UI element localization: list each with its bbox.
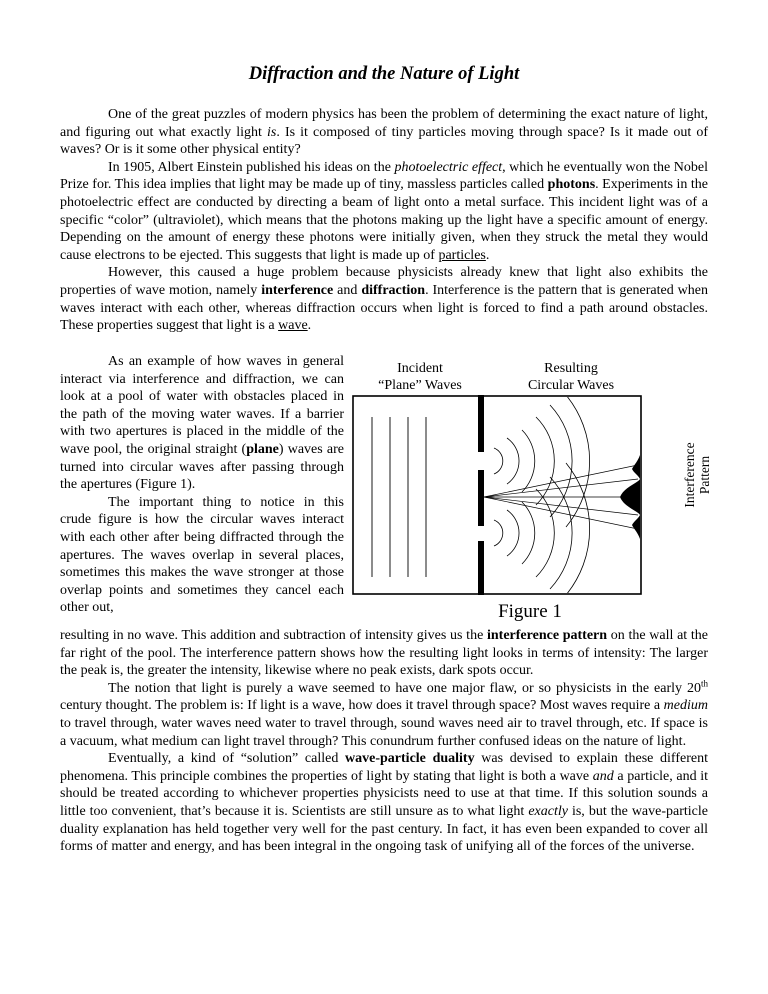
text-run: is, but the wave-particle duality explanation has held together very well for the past century. In fact, it has even been expanded to cover all forms of matter and energy, and has been integral in the ongoing task of unifying all of the forces of the universe. [60,803,708,855]
text-run: . [485,247,490,263]
circular-wave-arc [507,438,519,484]
text-run: th [700,678,708,689]
circular-wave-arc [494,448,503,474]
text-run: However, this caused a huge problem because physicists already knew that light also exhibits the properties of wave motion, namely [60,265,708,298]
text-run: and [333,282,362,298]
figure-label-incident-line1: Incident [397,361,443,376]
pool-outline [353,396,641,594]
circular-wave-arc [507,510,519,556]
text-run: and [592,768,614,784]
text-run: The important thing to notice in this crude figure is how the circular waves interact with each other after being diffracted through the apertures. The waves overlap in several places, sometimes this makes the wave stronger at those overlap points and sometimes they cancel each other out, [60,494,344,616]
interference-pattern [620,455,640,539]
barrier-segment-bottom [478,541,484,595]
paragraph [60,680,708,750]
figure-label-pattern [682,430,722,520]
text-run: diffraction [361,282,426,298]
interference-rays [484,465,638,529]
text-run: interference [261,282,334,298]
figure-caption: Figure 1 [498,601,562,622]
ray-line [484,479,638,497]
circular-wave-arc [550,477,572,589]
paragraph [60,750,708,856]
plane-waves [372,417,426,577]
ray-line [484,497,638,515]
text-run: medium [663,698,708,714]
text-run: As an example of how waves in general interact via interference and diffraction, we can look at a pool of water with obstacles placed in the path of the moving water waves. If a barrier with two apertures is placed in the middle of the wave pool, the original straight ( [60,354,344,457]
text-run: resulting in no wave. This addition and subtraction of intensity gives us the [60,628,487,643]
document-title: Diffraction and the Nature of Light [248,64,520,84]
figure-label-resulting [506,360,636,394]
wrapped-paragraphs [60,353,344,617]
text-run: . Is it composed of tiny particles moving through space? Is it made out of waves? Or is it some other physical entity? [60,124,708,158]
text-run: photons [547,177,596,193]
figure-label-resulting-line1: Resulting [544,361,598,376]
barrier [478,395,484,595]
text-run: century thought. The problem is: If light is a wave, how does it travel through space? Most waves require a [60,698,664,714]
text-run: Eventually, a kind of “solution” called [108,751,346,767]
figure-label-resulting-line2: Circular Waves [527,378,615,393]
paragraph [60,159,708,265]
text-run: a particle, and it should be treated according to whichever properties physicists need to use at that time. If this solution sounds a little too convenient, that’s because it is. Scientists are still unsure as to what light [60,768,708,819]
text-run: , which he eventually won the Nobel Prize for. This idea implies that light may be made up of tiny, massless particles called [60,159,708,193]
figure-label-incident [360,360,480,394]
paragraph [60,627,708,680]
text-run: interference pattern [487,628,608,643]
text-run: ) waves are turned into circular waves after passing through the apertures (Figure 1). [60,441,344,493]
text-run: exactly [528,803,568,819]
text-run: photoelectric effect [394,159,503,175]
circular-wave-arc [522,502,535,564]
circular-wave-arc [494,520,503,546]
text-run: plane [246,441,279,457]
barrier-segment-top [478,395,484,452]
circular-waves [494,395,590,595]
text-run: to travel through, water waves need water to travel through, sound waves need air to travel through, etc. If space is a vacuum, what medium can light travel through? This conundrum further confused ideas on the nature of light. [60,715,708,749]
paragraph [60,264,708,334]
circular-wave-arc [522,430,535,492]
text-run: was devised to explain these different phenomena. This principle combines the properties of light by stating that light is both a wave [60,751,708,784]
barrier-segment-middle [478,470,484,526]
text-run: The notion that light is purely a wave seemed to have one major flaw, or so physicists in the early 20 [108,680,701,696]
text-run: One of the great puzzles of modern physics has been the problem of determining the exact nature of light, and figuring out what exactly light [60,107,708,140]
text-run: . [307,318,312,334]
text-run: . Experiments in the photoelectric effect are conducted by directing a beam of light onto a metal surface. This incident light was of a specific “color” (ultraviolet), which means that the photons making up the light have a specific amount of energy. Depending on the amount of energy these photons were initially given, when they struck the metal they would cause electrons to be ejected. This suggests that light is made up of [60,177,708,263]
paragraph [60,106,708,159]
text-run: wave-particle duality [345,751,475,767]
paragraph [60,494,344,617]
text-run: particles [438,247,486,263]
circular-wave-arc [550,405,572,517]
closing-paragraphs [60,627,708,856]
text-run: In 1905, Albert Einstein published his ideas on the [108,159,395,175]
text-run: is [267,124,277,140]
text-run: wave [278,318,308,334]
figure-label-incident-line2: “Plane” Waves [378,378,462,393]
figure-label-pattern-line1: Interference [682,442,697,508]
text-run: on the wall at the far right of the pool. The interference pattern shows how the resulting light looks in terms of intensity: The larger the peak is, the greater the intensity, likewise where no peak exists, dark spots occur. [60,628,708,679]
intro-paragraphs [60,106,708,335]
wave-pool-figure [352,395,658,595]
text-run: . Interference is the pattern that is generated when waves interact with each other, whereas diffraction occurs when light is forced to find a path around obstacles. These properties suggest that light is a [60,282,708,334]
paragraph [60,353,344,494]
figure-label-pattern-line2: Pattern [697,455,712,495]
